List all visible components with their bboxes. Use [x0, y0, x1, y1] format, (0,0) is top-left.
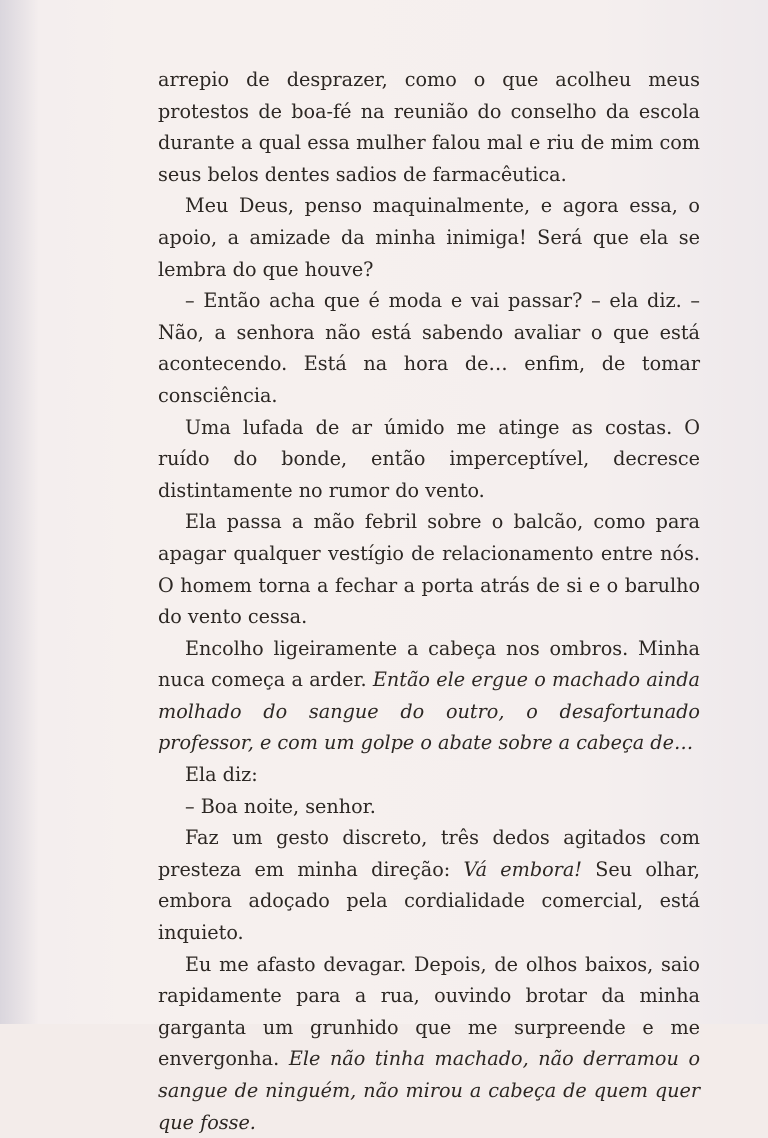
paragraph	[158, 791, 700, 823]
text-segment: arrepio de desprazer, como o que acolheu meus protestos de boa-fé na reunião do conselho da escola durante a qual essa mulher falou mal e riu de mim com seus belos dentes sadios de farmacêutica.	[158, 68, 700, 186]
text-segment: – Boa noite, senhor.	[185, 794, 376, 818]
paragraph	[158, 822, 700, 948]
italic-text: Então ele ergue o machado ainda molhado do sangue do outro, o desafortunado professor, e com um golpe o abate sobre a cabeça de…	[158, 668, 700, 755]
paragraph	[158, 759, 700, 791]
paragraph	[158, 412, 700, 507]
text-segment: Uma lufada de ar úmido me atinge as costas. O ruído do bonde, então imperceptível, decresce distintamente no rumor do vento.	[158, 415, 700, 502]
text-segment: Eu me afasto devagar. Depois, de olhos baixos, saio rapidamente para a rua, ouvindo brotar da minha garganta um grunhido que me surpreende e me envergonha.	[158, 952, 700, 1071]
text-segment: Ela diz:	[185, 763, 258, 787]
text-segment: Seu olhar, embora adoçado pela cordialidade comercial, está inquieto.	[158, 857, 700, 945]
paragraph	[158, 633, 700, 759]
page-gutter-shadow	[0, 0, 38, 1024]
text-segment: Ela passa a mão febril sobre o balcão, como para apagar qualquer vestígio de relacionamento entre nós. O homem torna a fechar a porta atrás de si e o barulho do vento cessa.	[158, 510, 700, 629]
text-segment: Meu Deus, penso maquinalmente, e agora essa, o apoio, a amizade da minha inimiga! Será que ela se lembra do que houve?	[158, 194, 700, 281]
paragraph	[158, 64, 700, 190]
text-segment: Encolho ligeiramente a cabeça nos ombros. Minha nuca começa a arder.	[158, 636, 700, 692]
paragraph	[158, 506, 700, 632]
italic-text: Vá embora!	[463, 857, 582, 881]
paragraph	[158, 285, 700, 411]
text-segment: – Então acha que é moda e vai passar? – ela diz. – Não, a senhora não está sabendo avaliar o que está acontecendo. Está na hora de… enfim, de tomar consciência.	[158, 289, 700, 407]
paragraph	[158, 190, 700, 285]
paragraph	[158, 949, 700, 1138]
text-segment: Faz um gesto discreto, três dedos agitados com presteza em minha direção:	[158, 826, 700, 881]
body-text	[158, 64, 700, 1138]
italic-text: Ele não tinha machado, não derramou o sangue de ninguém, não mirou a cabeça de quem quer que fosse.	[158, 1047, 700, 1134]
